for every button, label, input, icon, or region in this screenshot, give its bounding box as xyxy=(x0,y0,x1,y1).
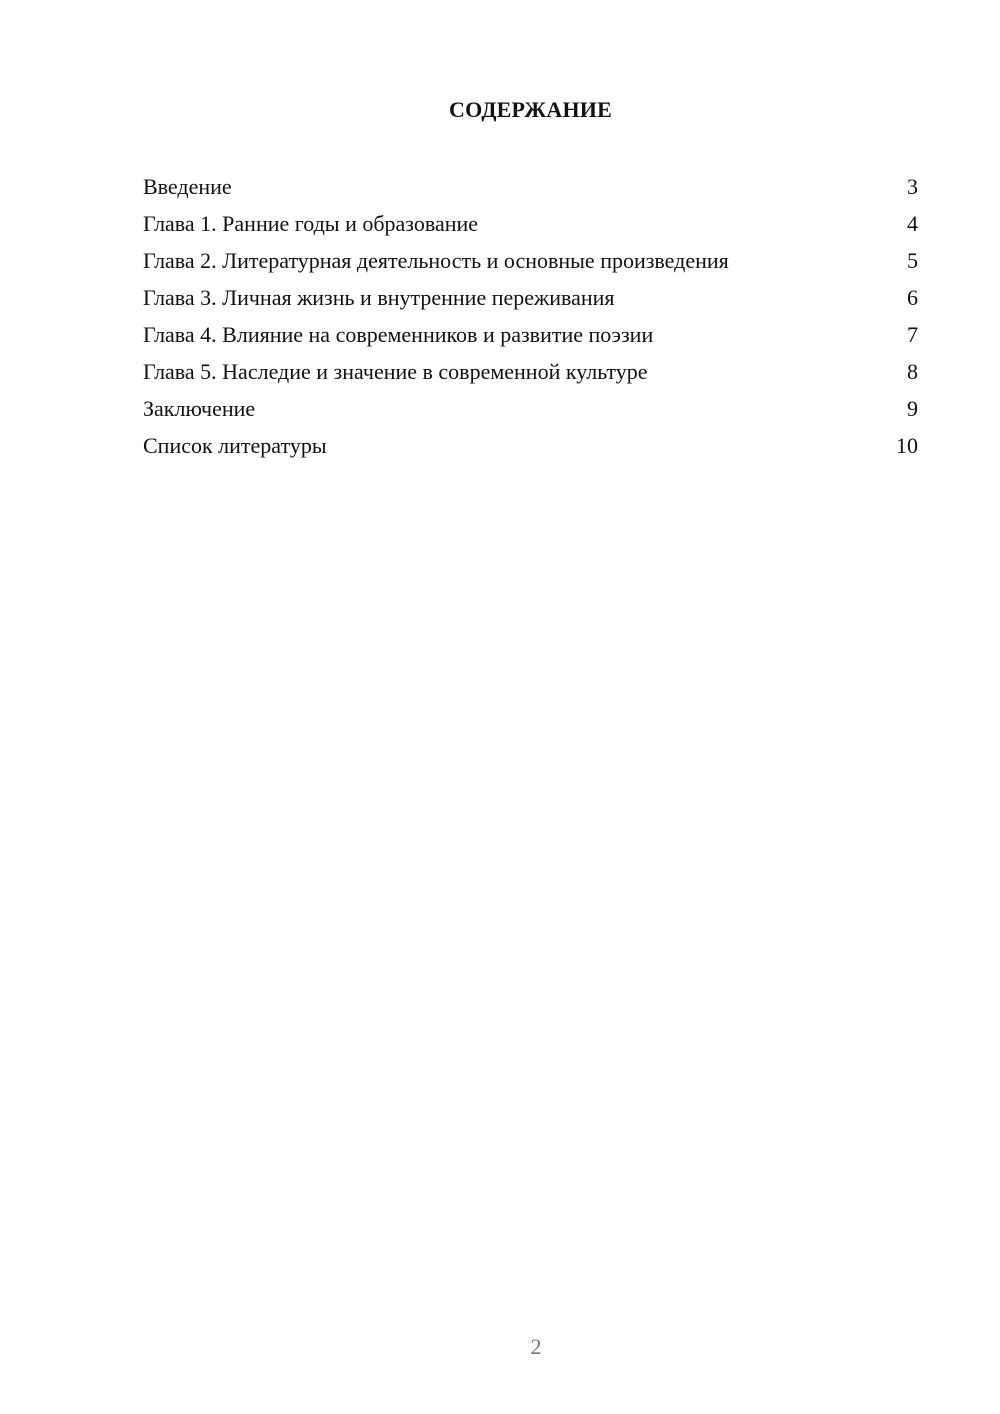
page-number: 2 xyxy=(530,1334,542,1359)
toc-entry-page: 5 xyxy=(907,248,918,273)
toc-entry-title: Глава 3. Личная жизнь и внутренние переживания xyxy=(143,285,615,310)
toc-entry-title: Глава 2. Литературная деятельность и основные произведения xyxy=(143,248,729,273)
toc-entry-title: Список литературы xyxy=(143,433,327,458)
toc-entry-title: Заключение xyxy=(143,396,256,421)
toc-entry-page: 9 xyxy=(907,396,918,421)
toc-entry-chapter-4[interactable] xyxy=(143,316,918,353)
toc-entry-title: Глава 1. Ранние годы и образование xyxy=(143,211,479,236)
toc-entry-chapter-1[interactable] xyxy=(143,205,918,242)
toc-entry-introduction[interactable] xyxy=(143,168,918,205)
toc-entry-page: 3 xyxy=(907,174,918,199)
toc-entry-page: 6 xyxy=(907,285,918,310)
table-of-contents xyxy=(143,168,918,464)
toc-entry-page: 10 xyxy=(896,433,918,458)
toc-entry-chapter-2[interactable] xyxy=(143,242,918,279)
page-title: СОДЕРЖАНИЕ xyxy=(449,97,612,122)
toc-entry-references[interactable] xyxy=(143,427,918,464)
toc-entry-title: Глава 5. Наследие и значение в современной культуре xyxy=(143,359,648,384)
toc-entry-title: Глава 4. Влияние на современников и развитие поэзии xyxy=(143,322,654,347)
toc-entry-page: 8 xyxy=(907,359,918,384)
toc-entry-page: 7 xyxy=(907,322,918,347)
toc-entry-title: Введение xyxy=(143,174,232,199)
toc-entry-chapter-5[interactable] xyxy=(143,353,918,390)
toc-entry-conclusion[interactable] xyxy=(143,390,918,427)
toc-entry-page: 4 xyxy=(907,211,918,236)
toc-entry-chapter-3[interactable] xyxy=(143,279,918,316)
